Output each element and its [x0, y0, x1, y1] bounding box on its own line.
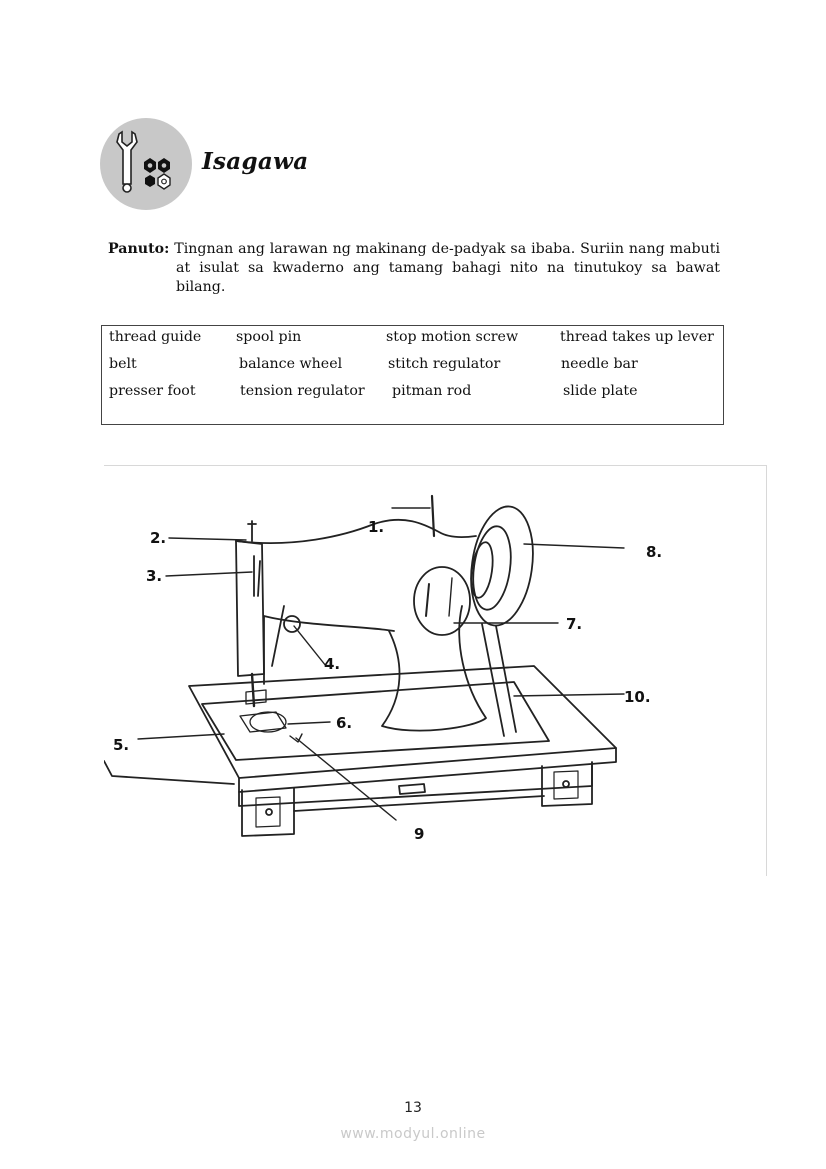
choice-item: belt	[109, 356, 137, 372]
callout-4: 4.	[324, 655, 341, 673]
callout-5: 5.	[113, 736, 130, 754]
callout-6: 6.	[336, 714, 353, 732]
left-leg	[242, 788, 294, 836]
sewing-machine-figure	[104, 465, 767, 876]
stitch-regulator	[414, 567, 470, 635]
choice-item: slide plate	[563, 383, 638, 399]
choice-item: thread guide	[109, 329, 202, 345]
right-leg	[542, 763, 592, 806]
choice-item: needle bar	[561, 356, 638, 372]
choices-box	[101, 325, 724, 425]
callout-8: 8.	[646, 543, 663, 561]
callout-3: 3.	[146, 567, 163, 585]
page-number: 13	[404, 1100, 422, 1116]
machine-arm	[236, 520, 476, 543]
instructions	[108, 240, 720, 297]
callout-7: 7.	[566, 615, 583, 633]
choice-item: stop motion screw	[386, 329, 519, 345]
choice-item: stitch regulator	[388, 356, 501, 372]
thread-guide	[432, 496, 434, 536]
balance-wheel	[464, 502, 540, 629]
choice-item: pitman rod	[392, 383, 472, 399]
callout-1: 1.	[368, 518, 385, 536]
choice-item: balance wheel	[239, 356, 343, 372]
instructions-text: Tingnan ang larawan ng makinang de-padyak sa ibaba. Suriin nang mabuti at isulat sa kwaderno ang tamang bahagi nito na tinutukoy sa bawat bilang.	[174, 241, 720, 295]
machine-pillar	[382, 606, 486, 731]
tools-icon	[100, 118, 192, 210]
callout-2: 2.	[150, 529, 167, 547]
choice-item: presser foot	[109, 383, 196, 399]
drawer-handle	[399, 784, 425, 794]
watermark: www.modyul.online	[340, 1126, 486, 1142]
presser-foot	[240, 712, 286, 732]
choice-item: tension regulator	[240, 383, 365, 399]
instructions-label: Panuto:	[108, 241, 170, 257]
belt	[496, 626, 516, 732]
section-title: Isagawa	[202, 148, 309, 175]
callout-9: 9	[414, 825, 425, 843]
callout-10: 10.	[624, 688, 651, 706]
choice-item: thread takes up lever	[560, 329, 714, 345]
table-leaf	[104, 761, 234, 784]
choice-item: spool pin	[236, 329, 302, 345]
